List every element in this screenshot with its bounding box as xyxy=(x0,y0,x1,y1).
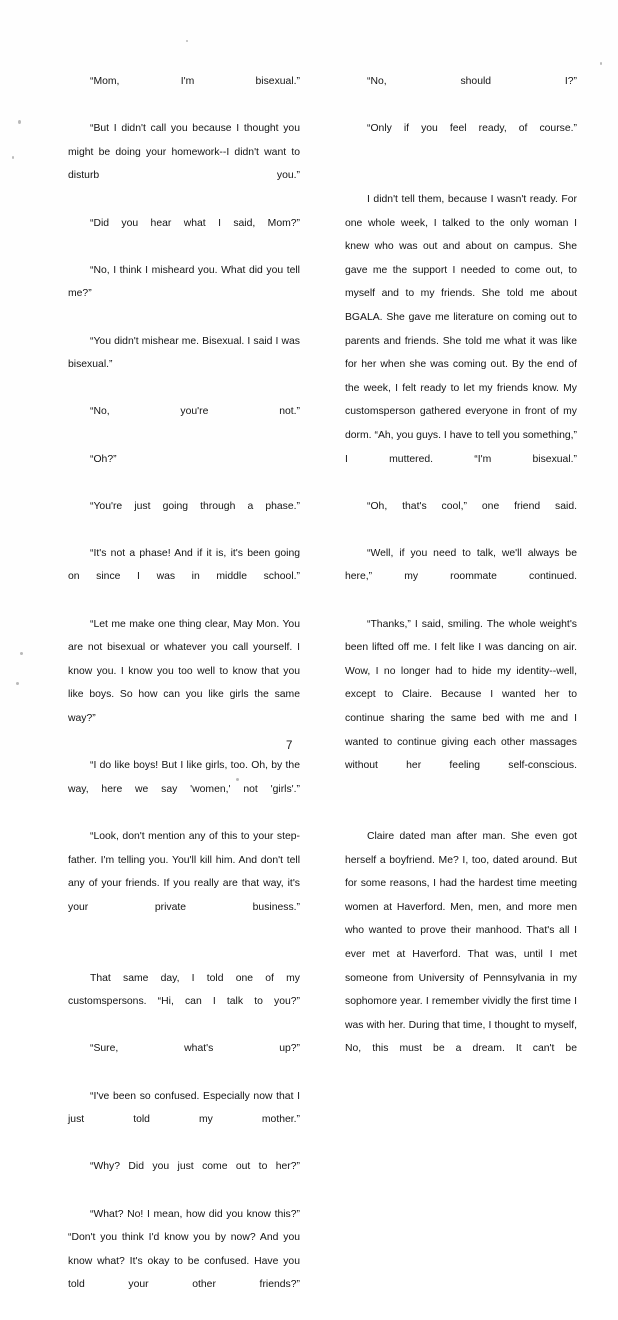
paragraph: “What? No! I mean, how did you know this?” “Don't you think I'd know you by now? And you know what? It's okay to be confused. Have you told your other friends?” xyxy=(68,1203,300,1320)
paragraph-gap xyxy=(345,801,577,825)
paragraph: “Let me make one thing clear, May Mon. You are not bisexual or whatever you call yourself. I know you. I know you too well to know that you like boys. So how can you like girls the same way?” xyxy=(68,613,300,755)
scan-speckle xyxy=(18,120,21,124)
paragraph: “Look, don't mention any of this to your step-father. I'm telling you. You'll kill him. And don't tell any of your friends. If you really are that way, it's your private business.” xyxy=(68,825,300,943)
paragraph: “No, I think I misheard you. What did you tell me?” xyxy=(68,259,300,330)
paragraph: I didn't tell them, because I wasn't ready. For one whole week, I talked to the only woman I knew who was out and about on campus. She gave me the support I needed to come out, to myself and to my friends. She told me about BGALA. She gave me literature on coming out to parents and friends. She told me what it was like for her when she was coming out. By the end of the week, I felt ready to let my friends know. My customsperson gathered everyone in front of my dorm. “Ah, you guys. I have to tell you something,” I muttered. “I'm bisexual.” xyxy=(345,188,577,495)
paragraph: “Well, if you need to talk, we'll always be here,” my roommate continued. xyxy=(345,542,577,613)
paragraph: “You're just going through a phase.” xyxy=(68,495,300,542)
paragraph: “Oh?” xyxy=(68,448,300,495)
text-column-right xyxy=(345,70,577,1085)
paragraph: “But I didn't call you because I thought you might be doing your homework--I didn't want to disturb you.” xyxy=(68,117,300,211)
paragraph: “I do like boys! But I like girls, too. Oh, by the way, here we say 'women,' not 'girls'.” xyxy=(68,754,300,825)
paragraph: That same day, I told one of my customspersons. “Hi, can I talk to you?” xyxy=(68,967,300,1038)
paragraph: “Mom, I'm bisexual.” xyxy=(68,70,300,117)
paragraph: “Only if you feel ready, of course.” xyxy=(345,117,577,164)
paragraph: “No, you're not.” xyxy=(68,400,300,447)
paragraph: “Why? Did you just come out to her?” xyxy=(68,1155,300,1202)
scan-speckle xyxy=(16,682,19,685)
paragraph: “Oh, that's cool,” one friend said. xyxy=(345,495,577,542)
scan-speckle xyxy=(20,652,23,655)
text-column-left xyxy=(68,70,300,1320)
paragraph-gap xyxy=(68,943,300,967)
page-number: 7 xyxy=(286,740,292,752)
paragraph: “Did you hear what I said, Mom?” xyxy=(68,212,300,259)
paragraph: Claire dated man after man. She even got herself a boyfriend. Me? I, too, dated around. But for some reasons, I had the hardest time meeting women at Haverford. Men, men, and more men who wanted to prove their manhood. That's all I ever met at Haverford. That was, until I met someone from University of Pennsylvania in my sophomore year. I remember vividly the first time I was with her. During that time, I thought to myself, No, this must be a dream. It can't be xyxy=(345,825,577,1085)
scan-speckle xyxy=(186,40,188,42)
paragraph: “It's not a phase! And if it is, it's been going on since I was in middle school.” xyxy=(68,542,300,613)
paragraph: “I've been so confused. Especially now that I just told my mother.” xyxy=(68,1085,300,1156)
paragraph: “Sure, what's up?” xyxy=(68,1037,300,1084)
scan-speckle xyxy=(600,62,602,65)
paragraph: “No, should I?” xyxy=(345,70,577,117)
paragraph-gap xyxy=(345,164,577,188)
scan-speckle xyxy=(12,156,14,159)
paragraph: “You didn't mishear me. Bisexual. I said I was bisexual.” xyxy=(68,330,300,401)
paragraph: “Thanks,” I said, smiling. The whole weight's been lifted off me. I felt like I was dancing on air. Wow, I no longer had to hide my identity--well, except to Claire. Because I wanted her to continue sharing the same bed with me and I wanted to continue giving each other massages without her feeling self-conscious. xyxy=(345,613,577,802)
